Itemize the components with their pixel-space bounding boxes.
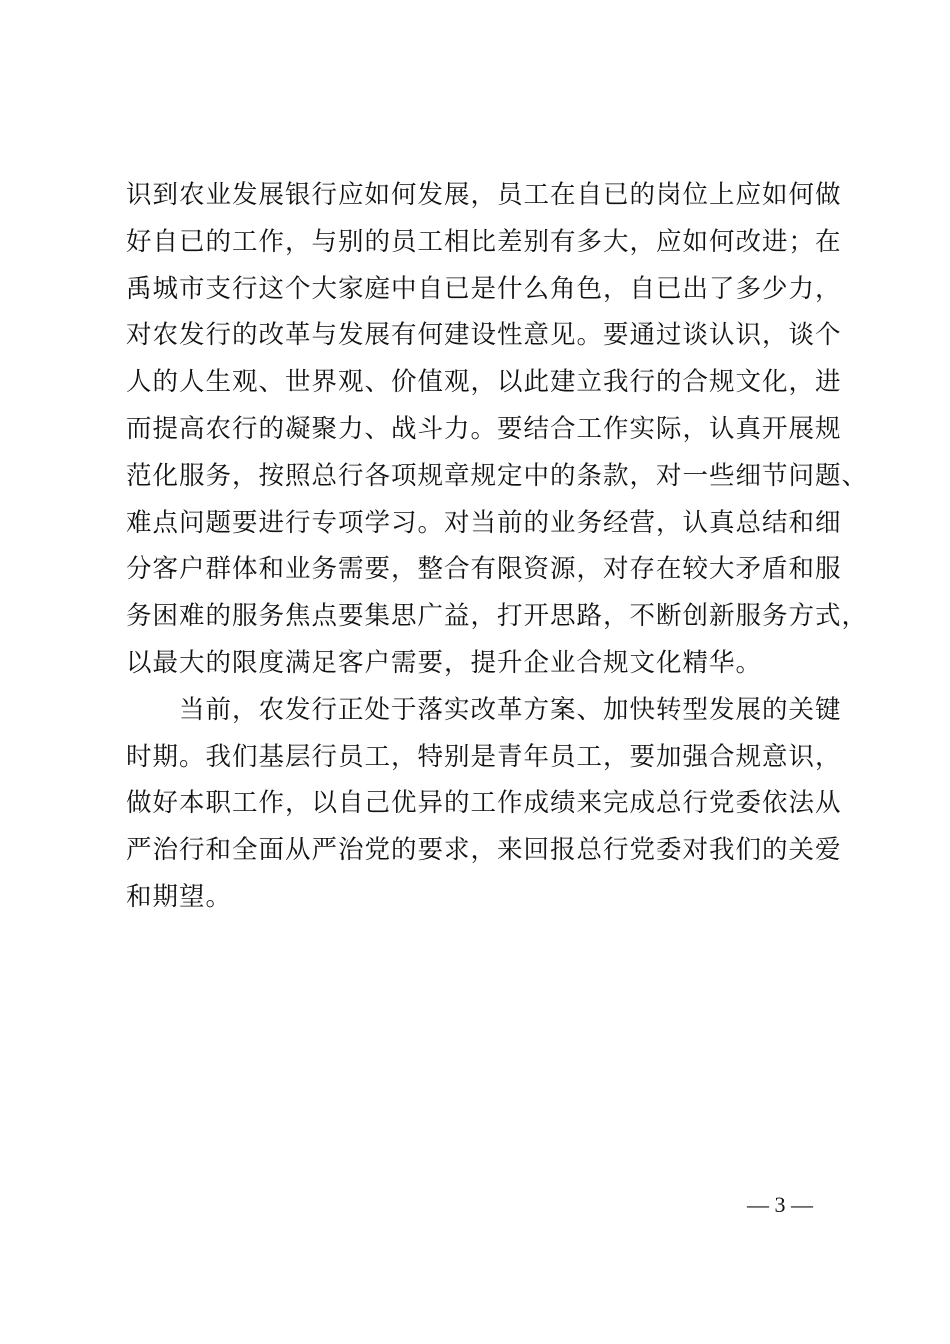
text-line-11: 以最大的限度满足客户需要，提升企业合规文化精华。: [126, 647, 763, 678]
text-line-9: 分客户群体和业务需要，整合有限资源，对存在较大矛盾和服: [126, 554, 842, 585]
text-line-16: 和期望。: [126, 881, 233, 912]
text-line-2: 好自已的工作，与别的员工相比差别有多大，应如何改进；在: [126, 226, 842, 257]
text-line-13: 时期。我们基层行员工，特别是青年员工，要加强合规意识，: [126, 741, 842, 772]
body-text: [126, 172, 869, 921]
text-line-14: 做好本职工作，以自己优异的工作成绩来完成总行党委依法从: [126, 788, 842, 819]
text-line-10: 务困难的服务焦点要集思广益，打开思路，不断创新服务方式，: [126, 601, 869, 632]
page-number: — 3 —: [747, 1192, 813, 1217]
text-line-3: 禹城市支行这个大家庭中自已是什么角色，自已出了多少力，: [126, 273, 842, 304]
text-line-6: 而提高农行的凝聚力、战斗力。要结合工作实际，认真开展规: [126, 413, 842, 444]
text-line-4: 对农发行的改革与发展有何建设性意见。要通过谈认识，谈个: [126, 320, 842, 351]
text-line-7: 范化服务，按照总行各项规章规定中的条款，对一些细节问题、: [126, 460, 869, 491]
text-line-15: 严治行和全面从严治党的要求，来回报总行党委对我们的关爱: [126, 835, 842, 866]
text-line-12: 当前，农发行正处于落实改革方案、加快转型发展的关键: [126, 694, 842, 725]
text-line-8: 难点问题要进行专项学习。对当前的业务经营，认真总结和细: [126, 507, 842, 538]
text-line-1: 识到农业发展银行应如何发展，员工在自已的岗位上应如何做: [126, 180, 842, 210]
text-line-5: 人的人生观、世界观、价值观，以此建立我行的合规文化，进: [126, 367, 842, 398]
